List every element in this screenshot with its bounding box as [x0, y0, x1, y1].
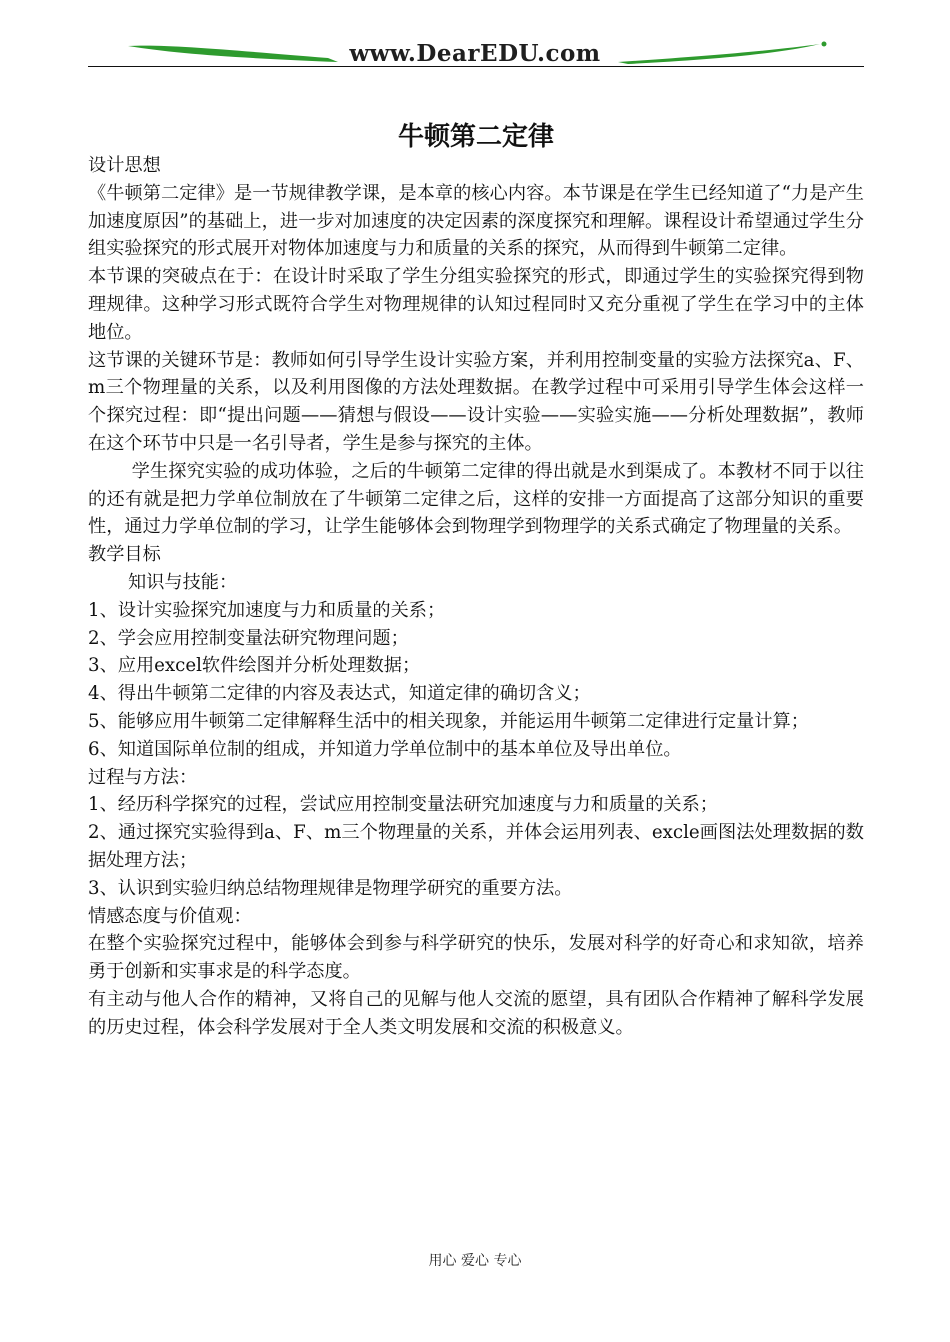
knowledge-item: 1、设计实验探究加速度与力和质量的关系； [88, 599, 446, 621]
design-paragraph-4: 学生探究实验的成功体验，之后的牛顿第二定律的得出就是水到渠成了。本教材不同于以往的还有就是把力学单位制放在了牛顿第二定律之后，这样的安排一方面提高了这部分知识的重要性，通过力学单位制的学习，让学生能够体会到物理学到物理学的关系式确定了物理量的关系。 [88, 460, 864, 538]
page-footer: 用心 爱心 专心 [428, 1253, 522, 1269]
goals-heading: 教学目标 [88, 544, 161, 566]
process-item: 3、认识到实验归纳总结物理规律是物理学研究的重要方法。 [88, 877, 573, 899]
knowledge-item: 3、应用excel软件绘图并分析处理数据； [88, 655, 421, 677]
page-title: 牛顿第二定律 [397, 122, 554, 152]
document-body [88, 152, 864, 1042]
emotion-heading: 情感态度与价值观： [88, 905, 252, 927]
design-heading: 设计思想 [88, 155, 161, 176]
design-paragraph-3: 这节课的关键环节是：教师如何引导学生设计实验方案，并利用控制变量的实验方法探究a、F、m三个物理量的关系，以及利用图像的方法处理数据。在教学过程中可采用引导学生体会这样一个探究过程：即“提出问题——猜想与假设——设计实验——实验实施——分析处理数据”，教师在这个环节中只是一名引导者，学生是参与探究的主体。 [88, 349, 864, 454]
process-item: 2、通过探究实验得到a、F、m三个物理量的关系，并体会运用列表、excle画图法处理数据的数据处理方法； [88, 822, 864, 871]
site-logo: www.DearEDU.com [349, 40, 601, 67]
header-rule [88, 66, 864, 67]
design-paragraph-2: 本节课的突破点在于：在设计时采取了学生分组实验探究的形式，即通过学生的实验探究得到物理规律。这种学习形式既符合学生对物理规律的认知过程同时又充分重视了学生在学习中的主体地位。 [88, 266, 864, 343]
process-item: 1、经历科学探究的过程，尝试应用控制变量法研究加速度与力和质量的关系； [88, 794, 718, 816]
emotion-paragraph-1: 在整个实验探究过程中，能够体会到参与科学研究的快乐，发展对科学的好奇心和求知欲，培养勇于创新和实事求是的科学态度。 [88, 933, 864, 983]
knowledge-item: 5、能够应用牛顿第二定律解释生活中的相关现象，并能运用牛顿第二定律进行定量计算； [88, 710, 809, 732]
knowledge-heading: 知识与技能： [128, 571, 238, 593]
knowledge-item: 2、学会应用控制变量法研究物理问题； [88, 627, 409, 649]
emotion-paragraph-2: 有主动与他人合作的精神，又将自己的见解与他人交流的愿望，具有团队合作精神了解科学发展的历史过程，体会科学发展对于全人类文明发展和交流的积极意义。 [88, 988, 864, 1038]
process-heading: 过程与方法： [88, 766, 198, 788]
design-paragraph-1: 《牛顿第二定律》是一节规律教学课，是本章的核心内容。本节课是在学生已经知道了“力是产生加速度原因”的基础上，进一步对加速度的决定因素的深度探究和理解。课程设计希望通过学生分组实验探究的形式展开对物体加速度与力和质量的关系的探究，从而得到牛顿第二定律。 [88, 182, 864, 260]
knowledge-item: 6、知道国际单位制的组成，并知道力学单位制中的基本单位及导出单位。 [88, 738, 682, 760]
knowledge-item: 4、得出牛顿第二定律的内容及表达式，知道定律的确切含义； [88, 683, 591, 705]
